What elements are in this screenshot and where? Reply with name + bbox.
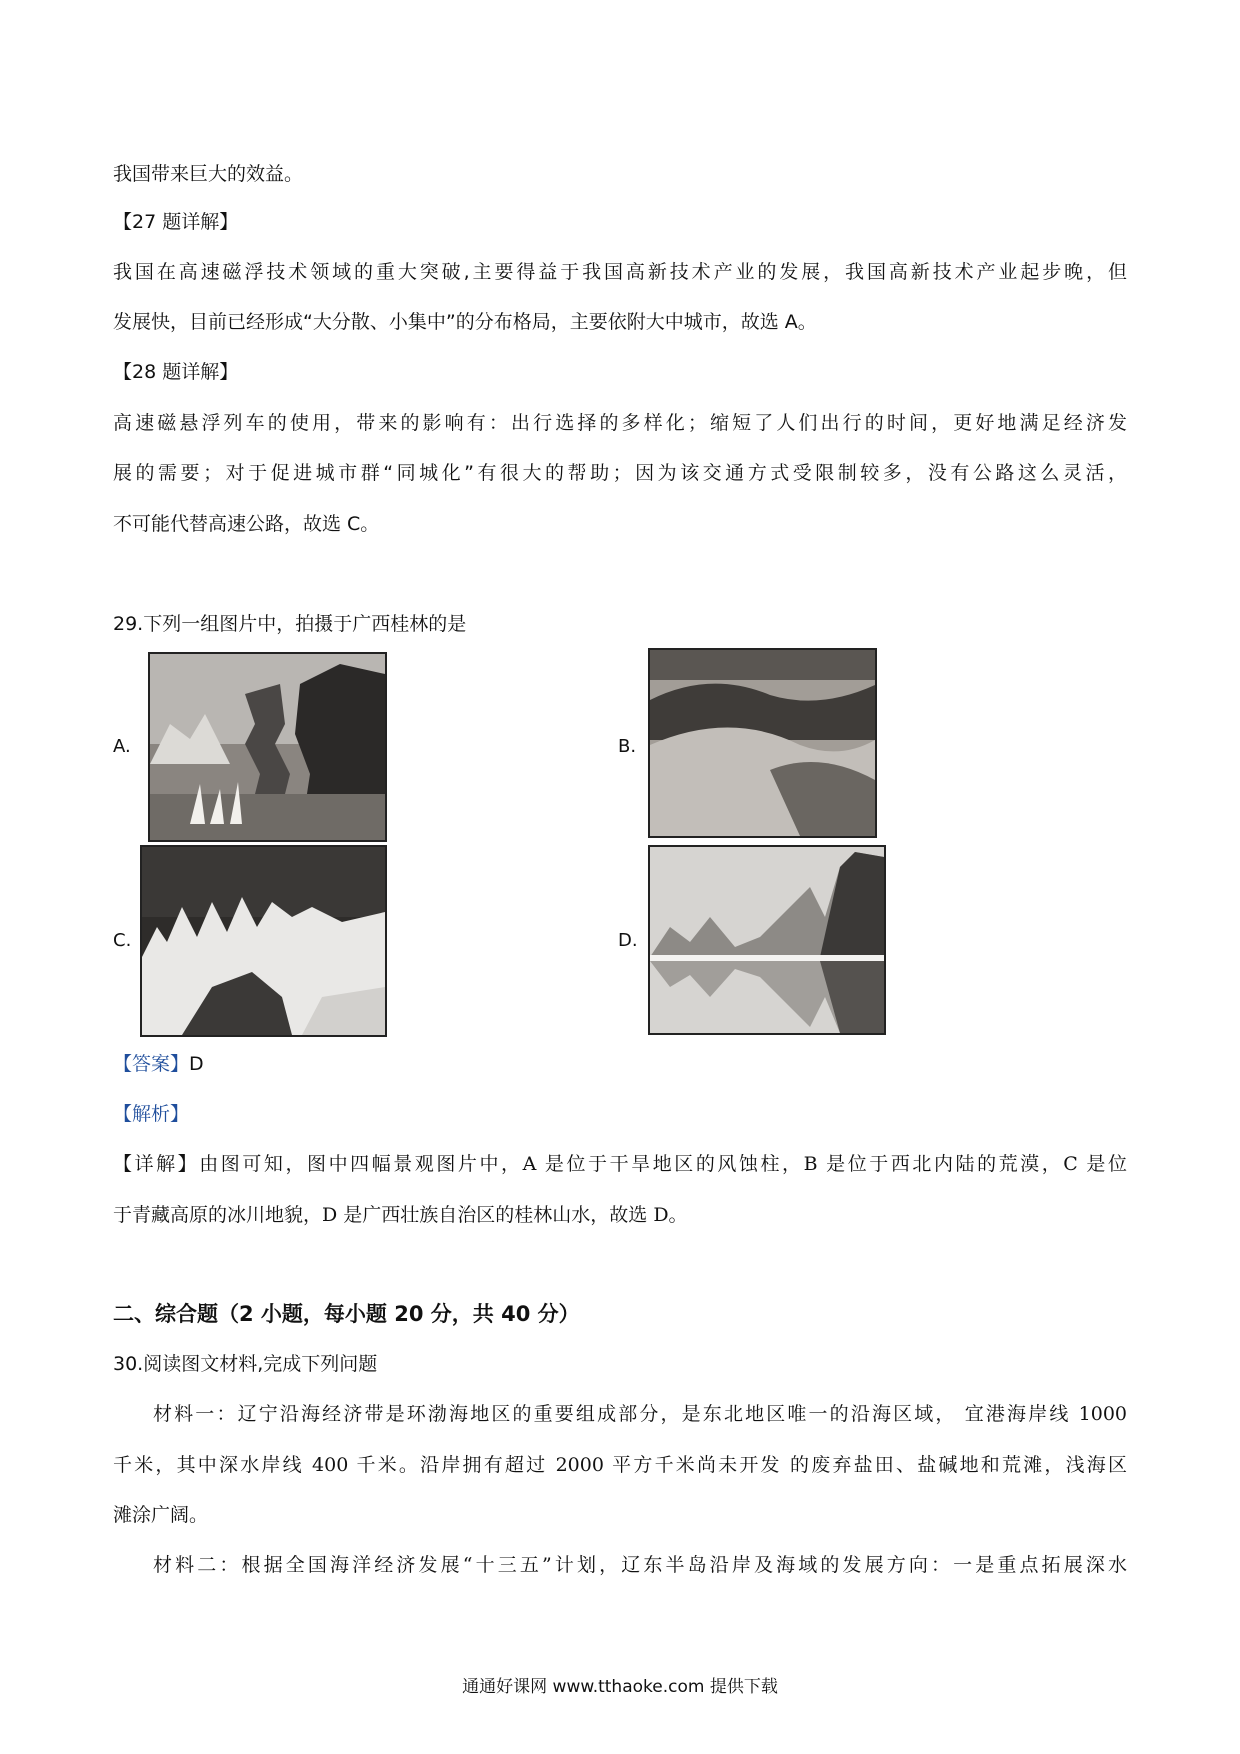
q28-heading: 【28 题详解】 — [113, 361, 239, 383]
material1-line: 千米，其中深水岸线 400 千米。沿岸拥有超过 2000 平方千米尚未开发 的废弃盐田、盐碱地和荒滩，浅海区 — [113, 1454, 1127, 1476]
material1-line: 材料一：辽宁沿海经济带是环渤海地区的重要组成部分，是东北地区唯一的沿海区域， 宜港海岸线 1000 — [153, 1403, 1127, 1425]
material2-line: 材料二：根据全国海洋经济发展“十三五”计划，辽东半岛沿岸及海域的发展方向：一是重点拓展深水 — [153, 1554, 1127, 1576]
q27-explanation-line: 发展快，目前已经形成“大分散、小集中”的分布格局，主要依附大中城市，故选 A。 — [113, 311, 817, 333]
section2-heading: 二、综合题（2 小题，每小题 20 分，共 40 分） — [113, 1302, 580, 1326]
option-d-label: D. — [618, 930, 638, 951]
q29-detail-line — [113, 1152, 1127, 1176]
q28-explanation-line: 不可能代替高速公路，故选 C。 — [113, 513, 380, 535]
analysis-tag: 【解析】 — [113, 1103, 190, 1125]
q29-question: 29.下列一组图片中，拍摄于广西桂林的是 — [113, 613, 467, 635]
wind-eroded-pillar-photo — [148, 652, 387, 842]
glacier-landform-photo — [140, 845, 387, 1037]
desert-dunes-photo — [648, 648, 877, 838]
option-a-label: A. — [113, 736, 131, 757]
page-footer: 通通好课网 www.tthaoke.com 提供下载 — [462, 1677, 778, 1697]
q29-detail-text: 由图可知，图中四幅景观图片中，A 是位于干旱地区的风蚀柱，B 是位于西北内陆的荒漠，C 是位 — [199, 1153, 1127, 1175]
detail-tag: 【详解】 — [113, 1153, 200, 1175]
q29-detail-line: 于青藏高原的冰川地貌，D 是广西壮族自治区的桂林山水，故选 D。 — [113, 1204, 688, 1226]
q27-heading: 【27 题详解】 — [113, 211, 239, 233]
q28-explanation-line: 高速磁悬浮列车的使用，带来的影响有：出行选择的多样化；缩短了人们出行的时间，更好地满足经济发 — [113, 412, 1127, 434]
guilin-karst-river-photo — [648, 845, 886, 1035]
q27-explanation-line: 我国在高速磁浮技术领域的重大突破,主要得益于我国高新技术产业的发展，我国高新技术产业起步晚，但 — [113, 261, 1127, 283]
intro-tail-text: 我国带来巨大的效益。 — [113, 163, 304, 185]
q30-question: 30.阅读图文材料,完成下列问题 — [113, 1353, 378, 1375]
answer-tag: 【答案】 — [113, 1053, 190, 1075]
option-b-label: B. — [618, 736, 637, 757]
option-c-label: C. — [113, 930, 132, 951]
q28-explanation-line: 展的需要；对于促进城市群“同城化”有很大的帮助；因为该交通方式受限制较多，没有公路这么灵活， — [113, 462, 1127, 484]
material1-line: 滩涂广阔。 — [113, 1504, 209, 1526]
answer-value: D — [189, 1053, 204, 1075]
